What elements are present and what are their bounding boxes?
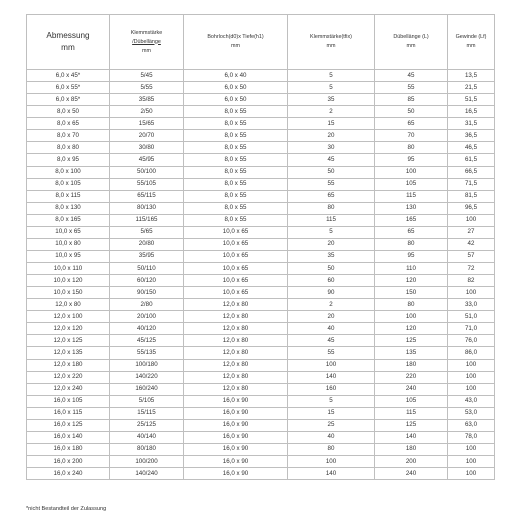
cell-dimension: 10,0 x 120 — [27, 275, 110, 287]
cell-clamp-anchor-length: 100/200 — [110, 456, 184, 468]
header-clamp-thickness-line: Klemmstärke(tfix) — [310, 34, 352, 40]
cell-clamp-anchor-length: 160/240 — [110, 383, 184, 395]
cell-thread: 100 — [448, 359, 495, 371]
cell-drill-hole-depth: 16,0 x 90 — [184, 468, 288, 480]
cell-dimension: 16,0 x 125 — [27, 419, 110, 431]
cell-thread: 100 — [448, 468, 495, 480]
table-row — [27, 190, 495, 202]
table-row — [27, 106, 495, 118]
header-clamp-anchor-length — [110, 15, 184, 70]
footnote: *nicht Bestandteil der Zulassung — [26, 506, 107, 512]
header-dimension — [27, 15, 110, 70]
header-clamp-anchor-length-line: mm — [142, 47, 151, 54]
cell-drill-hole-depth: 12,0 x 80 — [184, 299, 288, 311]
cell-clamp-anchor-length: 50/100 — [110, 166, 184, 178]
cell-clamp-anchor-length: 65/115 — [110, 190, 184, 202]
cell-clamp-anchor-length: 90/150 — [110, 287, 184, 299]
cell-anchor-length: 55 — [375, 82, 448, 94]
header-anchor-length — [375, 15, 448, 70]
cell-anchor-length: 125 — [375, 419, 448, 431]
cell-clamp-thickness: 20 — [288, 238, 375, 250]
cell-anchor-length: 100 — [375, 166, 448, 178]
cell-clamp-anchor-length: 30/80 — [110, 142, 184, 154]
cell-clamp-thickness: 40 — [288, 431, 375, 443]
table-body — [27, 70, 495, 480]
cell-drill-hole-depth: 16,0 x 90 — [184, 407, 288, 419]
header-clamp-anchor-length-line: /Dübellänge — [132, 38, 161, 45]
cell-dimension: 10,0 x 80 — [27, 238, 110, 250]
cell-anchor-length: 65 — [375, 226, 448, 238]
cell-anchor-length: 240 — [375, 468, 448, 480]
cell-clamp-anchor-length: 15/115 — [110, 407, 184, 419]
cell-anchor-length: 120 — [375, 275, 448, 287]
cell-dimension: 16,0 x 200 — [27, 456, 110, 468]
cell-thread: 82 — [448, 275, 495, 287]
table-row — [27, 419, 495, 431]
cell-anchor-length: 95 — [375, 250, 448, 262]
cell-thread: 100 — [448, 371, 495, 383]
cell-anchor-length: 220 — [375, 371, 448, 383]
cell-thread: 53,0 — [448, 407, 495, 419]
cell-clamp-thickness: 140 — [288, 371, 375, 383]
cell-clamp-anchor-length: 80/180 — [110, 443, 184, 455]
cell-clamp-anchor-length: 5/105 — [110, 395, 184, 407]
cell-thread: 81,5 — [448, 190, 495, 202]
cell-thread: 78,0 — [448, 431, 495, 443]
cell-thread: 96,5 — [448, 202, 495, 214]
table-row — [27, 443, 495, 455]
table-row — [27, 431, 495, 443]
cell-anchor-length: 180 — [375, 443, 448, 455]
cell-drill-hole-depth: 16,0 x 90 — [184, 456, 288, 468]
header-thread-line: Gewinde (Lf) — [455, 34, 487, 40]
cell-anchor-length: 240 — [375, 383, 448, 395]
header-drill-hole-depth-line: Bohrloch(d0)x Tiefe(h1) — [207, 34, 264, 40]
cell-dimension: 16,0 x 240 — [27, 468, 110, 480]
cell-dimension: 8,0 x 130 — [27, 202, 110, 214]
cell-anchor-length: 80 — [375, 142, 448, 154]
cell-drill-hole-depth: 16,0 x 90 — [184, 395, 288, 407]
header-drill-hole-depth-line: mm — [231, 43, 240, 49]
cell-anchor-length: 110 — [375, 263, 448, 275]
header-row — [27, 15, 495, 70]
cell-dimension: 12,0 x 220 — [27, 371, 110, 383]
cell-drill-hole-depth: 16,0 x 90 — [184, 443, 288, 455]
cell-clamp-thickness: 160 — [288, 383, 375, 395]
cell-clamp-thickness: 25 — [288, 419, 375, 431]
cell-dimension: 12,0 x 240 — [27, 383, 110, 395]
cell-thread: 86,0 — [448, 347, 495, 359]
cell-clamp-anchor-length: 60/120 — [110, 275, 184, 287]
cell-drill-hole-depth: 10,0 x 65 — [184, 238, 288, 250]
cell-dimension: 12,0 x 80 — [27, 299, 110, 311]
cell-clamp-thickness: 45 — [288, 154, 375, 166]
cell-dimension: 10,0 x 95 — [27, 250, 110, 262]
cell-drill-hole-depth: 6,0 x 40 — [184, 70, 288, 82]
cell-anchor-length: 165 — [375, 214, 448, 226]
cell-dimension: 8,0 x 80 — [27, 142, 110, 154]
cell-drill-hole-depth: 8,0 x 55 — [184, 154, 288, 166]
table-row — [27, 118, 495, 130]
cell-clamp-thickness: 50 — [288, 166, 375, 178]
cell-drill-hole-depth: 8,0 x 55 — [184, 118, 288, 130]
cell-clamp-thickness: 2 — [288, 106, 375, 118]
cell-clamp-thickness: 15 — [288, 118, 375, 130]
table-row — [27, 323, 495, 335]
cell-drill-hole-depth: 10,0 x 65 — [184, 287, 288, 299]
cell-dimension: 6,0 x 85* — [27, 94, 110, 106]
cell-dimension: 16,0 x 140 — [27, 431, 110, 443]
cell-drill-hole-depth: 8,0 x 55 — [184, 214, 288, 226]
cell-thread: 61,5 — [448, 154, 495, 166]
cell-thread: 100 — [448, 383, 495, 395]
cell-drill-hole-depth: 12,0 x 80 — [184, 371, 288, 383]
cell-clamp-thickness: 60 — [288, 275, 375, 287]
cell-thread: 76,0 — [448, 335, 495, 347]
cell-thread: 100 — [448, 443, 495, 455]
header-anchor-length-line: Dübellänge (L) — [393, 34, 429, 40]
table-row — [27, 275, 495, 287]
cell-drill-hole-depth: 12,0 x 80 — [184, 311, 288, 323]
cell-drill-hole-depth: 8,0 x 55 — [184, 202, 288, 214]
cell-clamp-anchor-length: 35/85 — [110, 94, 184, 106]
cell-clamp-anchor-length: 45/95 — [110, 154, 184, 166]
cell-thread: 16,5 — [448, 106, 495, 118]
cell-clamp-anchor-length: 40/120 — [110, 323, 184, 335]
cell-thread: 31,5 — [448, 118, 495, 130]
table-row — [27, 383, 495, 395]
header-clamp-anchor-length-line: Klemmstärke — [130, 29, 163, 36]
cell-clamp-thickness: 55 — [288, 178, 375, 190]
cell-dimension: 8,0 x 100 — [27, 166, 110, 178]
header-dimension-line: mm — [61, 43, 75, 52]
cell-thread: 27 — [448, 226, 495, 238]
cell-drill-hole-depth: 16,0 x 90 — [184, 431, 288, 443]
cell-clamp-anchor-length: 25/125 — [110, 419, 184, 431]
cell-thread: 46,5 — [448, 142, 495, 154]
cell-thread: 100 — [448, 287, 495, 299]
cell-clamp-anchor-length: 20/80 — [110, 238, 184, 250]
cell-clamp-thickness: 90 — [288, 287, 375, 299]
table-row — [27, 130, 495, 142]
cell-anchor-length: 100 — [375, 311, 448, 323]
table-row — [27, 395, 495, 407]
table-row — [27, 347, 495, 359]
cell-thread: 21,5 — [448, 82, 495, 94]
cell-thread: 33,0 — [448, 299, 495, 311]
table-row — [27, 238, 495, 250]
cell-anchor-length: 105 — [375, 395, 448, 407]
cell-clamp-thickness: 35 — [288, 250, 375, 262]
table-row — [27, 335, 495, 347]
cell-anchor-length: 180 — [375, 359, 448, 371]
cell-clamp-anchor-length: 2/50 — [110, 106, 184, 118]
cell-anchor-length: 135 — [375, 347, 448, 359]
cell-clamp-anchor-length: 100/180 — [110, 359, 184, 371]
table-row — [27, 311, 495, 323]
cell-clamp-thickness: 20 — [288, 130, 375, 142]
cell-clamp-anchor-length: 40/140 — [110, 431, 184, 443]
cell-clamp-thickness: 5 — [288, 395, 375, 407]
cell-anchor-length: 45 — [375, 70, 448, 82]
cell-anchor-length: 65 — [375, 118, 448, 130]
cell-dimension: 10,0 x 150 — [27, 287, 110, 299]
cell-dimension: 12,0 x 135 — [27, 347, 110, 359]
table-row — [27, 226, 495, 238]
cell-anchor-length: 115 — [375, 407, 448, 419]
cell-clamp-anchor-length: 5/55 — [110, 82, 184, 94]
cell-clamp-thickness: 50 — [288, 263, 375, 275]
cell-clamp-thickness: 100 — [288, 359, 375, 371]
cell-clamp-thickness: 80 — [288, 443, 375, 455]
cell-drill-hole-depth: 8,0 x 55 — [184, 190, 288, 202]
table-row — [27, 250, 495, 262]
table-row — [27, 456, 495, 468]
cell-clamp-thickness: 30 — [288, 142, 375, 154]
cell-clamp-anchor-length: 5/45 — [110, 70, 184, 82]
cell-dimension: 16,0 x 115 — [27, 407, 110, 419]
cell-clamp-thickness: 40 — [288, 323, 375, 335]
cell-drill-hole-depth: 12,0 x 80 — [184, 335, 288, 347]
cell-thread: 100 — [448, 456, 495, 468]
cell-drill-hole-depth: 12,0 x 80 — [184, 359, 288, 371]
table-row — [27, 299, 495, 311]
cell-clamp-thickness: 45 — [288, 335, 375, 347]
cell-thread: 51,5 — [448, 94, 495, 106]
cell-dimension: 8,0 x 165 — [27, 214, 110, 226]
header-thread — [448, 15, 495, 70]
cell-anchor-length: 130 — [375, 202, 448, 214]
table-row — [27, 70, 495, 82]
cell-drill-hole-depth: 12,0 x 80 — [184, 323, 288, 335]
cell-dimension: 8,0 x 95 — [27, 154, 110, 166]
cell-clamp-anchor-length: 55/105 — [110, 178, 184, 190]
cell-dimension: 8,0 x 65 — [27, 118, 110, 130]
cell-anchor-length: 95 — [375, 154, 448, 166]
cell-dimension: 12,0 x 100 — [27, 311, 110, 323]
cell-thread: 72 — [448, 263, 495, 275]
cell-drill-hole-depth: 6,0 x 50 — [184, 82, 288, 94]
cell-clamp-thickness: 5 — [288, 70, 375, 82]
cell-drill-hole-depth: 8,0 x 55 — [184, 166, 288, 178]
cell-dimension: 12,0 x 125 — [27, 335, 110, 347]
cell-anchor-length: 120 — [375, 323, 448, 335]
table-row — [27, 407, 495, 419]
table-row — [27, 287, 495, 299]
cell-clamp-thickness: 35 — [288, 94, 375, 106]
cell-clamp-anchor-length: 140/240 — [110, 468, 184, 480]
table-row — [27, 263, 495, 275]
cell-dimension: 8,0 x 105 — [27, 178, 110, 190]
table-row — [27, 142, 495, 154]
cell-thread: 100 — [448, 214, 495, 226]
dimension-table — [26, 14, 495, 480]
cell-drill-hole-depth: 12,0 x 80 — [184, 347, 288, 359]
cell-dimension: 6,0 x 55* — [27, 82, 110, 94]
cell-anchor-length: 80 — [375, 238, 448, 250]
cell-clamp-thickness: 80 — [288, 202, 375, 214]
cell-anchor-length: 125 — [375, 335, 448, 347]
table-row — [27, 468, 495, 480]
cell-thread: 63,0 — [448, 419, 495, 431]
table-row — [27, 82, 495, 94]
cell-drill-hole-depth: 10,0 x 65 — [184, 263, 288, 275]
cell-anchor-length: 70 — [375, 130, 448, 142]
cell-clamp-anchor-length: 115/165 — [110, 214, 184, 226]
cell-thread: 42 — [448, 238, 495, 250]
cell-dimension: 10,0 x 65 — [27, 226, 110, 238]
cell-drill-hole-depth: 10,0 x 65 — [184, 226, 288, 238]
table-row — [27, 166, 495, 178]
cell-anchor-length: 50 — [375, 106, 448, 118]
cell-anchor-length: 105 — [375, 178, 448, 190]
table-row — [27, 154, 495, 166]
cell-drill-hole-depth: 16,0 x 90 — [184, 419, 288, 431]
cell-anchor-length: 200 — [375, 456, 448, 468]
cell-drill-hole-depth: 8,0 x 55 — [184, 142, 288, 154]
cell-drill-hole-depth: 10,0 x 65 — [184, 250, 288, 262]
table-row — [27, 178, 495, 190]
cell-drill-hole-depth: 8,0 x 55 — [184, 106, 288, 118]
cell-clamp-anchor-length: 20/70 — [110, 130, 184, 142]
cell-clamp-anchor-length: 35/95 — [110, 250, 184, 262]
cell-dimension: 8,0 x 115 — [27, 190, 110, 202]
cell-thread: 36,5 — [448, 130, 495, 142]
header-anchor-length-line: mm — [406, 43, 416, 49]
cell-clamp-anchor-length: 80/130 — [110, 202, 184, 214]
cell-anchor-length: 80 — [375, 299, 448, 311]
cell-clamp-anchor-length: 2/80 — [110, 299, 184, 311]
cell-clamp-thickness: 100 — [288, 456, 375, 468]
cell-clamp-anchor-length: 20/100 — [110, 311, 184, 323]
cell-drill-hole-depth: 6,0 x 50 — [184, 94, 288, 106]
table-row — [27, 94, 495, 106]
cell-clamp-thickness: 15 — [288, 407, 375, 419]
table-row — [27, 202, 495, 214]
cell-clamp-thickness: 5 — [288, 82, 375, 94]
cell-thread: 57 — [448, 250, 495, 262]
cell-drill-hole-depth: 8,0 x 55 — [184, 130, 288, 142]
cell-anchor-length: 85 — [375, 94, 448, 106]
cell-dimension: 16,0 x 105 — [27, 395, 110, 407]
cell-clamp-thickness: 115 — [288, 214, 375, 226]
cell-thread: 71,0 — [448, 323, 495, 335]
cell-clamp-anchor-length: 15/65 — [110, 118, 184, 130]
cell-clamp-anchor-length: 140/220 — [110, 371, 184, 383]
cell-drill-hole-depth: 8,0 x 55 — [184, 178, 288, 190]
cell-thread: 43,0 — [448, 395, 495, 407]
cell-clamp-anchor-length: 55/135 — [110, 347, 184, 359]
cell-clamp-thickness: 65 — [288, 190, 375, 202]
cell-dimension: 12,0 x 180 — [27, 359, 110, 371]
cell-anchor-length: 150 — [375, 287, 448, 299]
cell-dimension: 10,0 x 110 — [27, 263, 110, 275]
cell-thread: 13,5 — [448, 70, 495, 82]
cell-dimension: 8,0 x 70 — [27, 130, 110, 142]
cell-clamp-thickness: 55 — [288, 347, 375, 359]
header-dimension-line: Abmessung — [46, 31, 90, 40]
table-row — [27, 371, 495, 383]
cell-thread: 66,5 — [448, 166, 495, 178]
cell-clamp-anchor-length: 5/65 — [110, 226, 184, 238]
cell-thread: 51,0 — [448, 311, 495, 323]
cell-dimension: 6,0 x 45* — [27, 70, 110, 82]
cell-clamp-thickness: 5 — [288, 226, 375, 238]
cell-anchor-length: 115 — [375, 190, 448, 202]
cell-clamp-thickness: 140 — [288, 468, 375, 480]
cell-clamp-thickness: 20 — [288, 311, 375, 323]
table-row — [27, 214, 495, 226]
header-drill-hole-depth — [184, 15, 288, 70]
cell-dimension: 16,0 x 180 — [27, 443, 110, 455]
cell-clamp-thickness: 2 — [288, 299, 375, 311]
table-row — [27, 359, 495, 371]
cell-clamp-anchor-length: 45/125 — [110, 335, 184, 347]
header-clamp-thickness-line: mm — [326, 43, 336, 49]
header-clamp-thickness — [288, 15, 375, 70]
header-thread-line: mm — [466, 43, 476, 49]
cell-drill-hole-depth: 12,0 x 80 — [184, 383, 288, 395]
dimension-table-container — [26, 14, 494, 480]
cell-dimension: 12,0 x 120 — [27, 323, 110, 335]
cell-anchor-length: 140 — [375, 431, 448, 443]
cell-thread: 71,5 — [448, 178, 495, 190]
cell-clamp-anchor-length: 50/110 — [110, 263, 184, 275]
cell-drill-hole-depth: 10,0 x 65 — [184, 275, 288, 287]
cell-dimension: 8,0 x 50 — [27, 106, 110, 118]
